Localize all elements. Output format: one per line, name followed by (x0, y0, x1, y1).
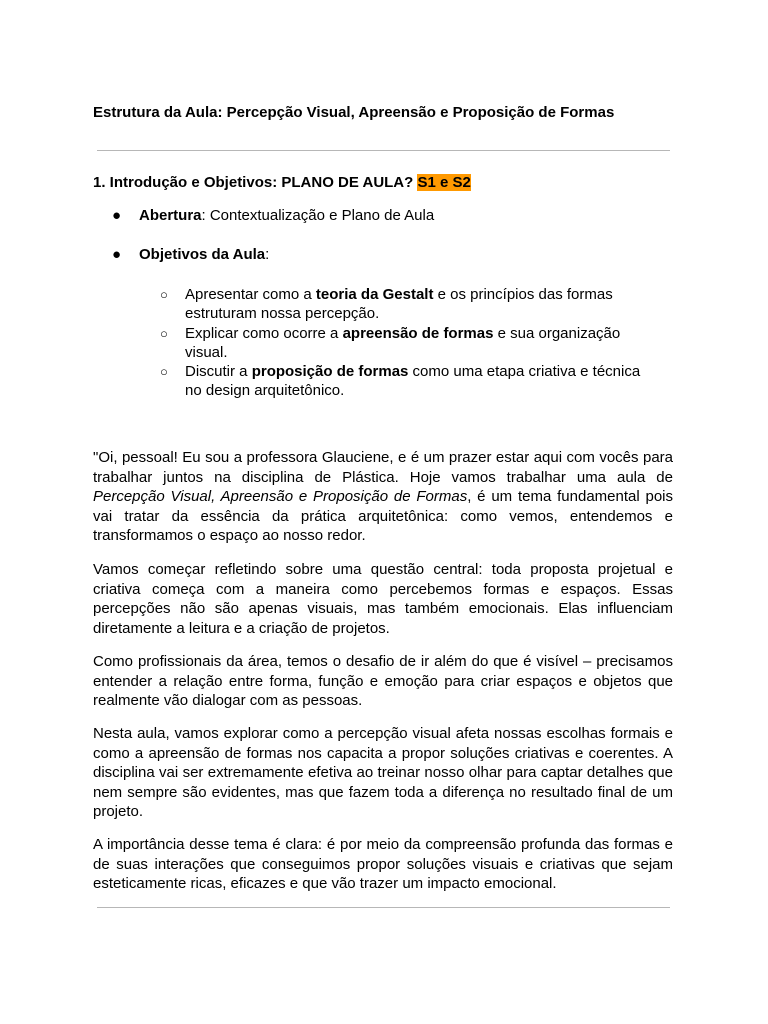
objective-text: Discutir a (185, 363, 252, 380)
objective-item (160, 324, 660, 362)
hollow-circle-bullet-icon: ○ (160, 326, 168, 341)
paragraph-4: Nesta aula, vamos explorar como a percepção visual afeta nossas escolhas formais e como a apreensão de formas nos capacita a propor soluções criativas e coerentes. A disciplina vai ser extremamente efetiva ao treinar nosso olhar para captar detalhes que nem sempre são evidentes, mas que fazem toda a diferença no resultado final de um projeto. (93, 725, 673, 821)
document-title: Estrutura da Aula: Percepção Visual, Apreensão e Proposição de Formas (93, 104, 615, 121)
bullet-dot-icon: ● (112, 246, 122, 263)
objective-text: e sua organização visual. (185, 325, 621, 361)
paragraph-text: "Oi, pessoal! Eu sou a professora Glauciene, e é um prazer estar aqui com vocês para trabalhar juntos na disciplina de Plástica. Hoje vamos trabalhar uma aula de (93, 449, 673, 486)
bullet-abertura (112, 207, 434, 224)
objective-text: e os princípios das formas estruturam nossa percepção. (185, 286, 613, 322)
paragraph-text: , é um tema fundamental pois vai tratar da essência da prática arquitetônica: como vemos, entendemos e transformamos o espaço ao nosso redor. (93, 488, 673, 545)
bullet-objetivos (112, 246, 269, 263)
highlighted-tag: S1 e S2 (417, 174, 471, 191)
bullet-text: : Contextualização e Plano de Aula (201, 207, 435, 224)
hollow-circle-bullet-icon: ○ (160, 364, 168, 379)
paragraph-intro (93, 448, 673, 546)
bullet-label: Objetivos da Aula (139, 246, 266, 263)
objective-item (160, 362, 660, 400)
objective-text: Apresentar como a (185, 286, 316, 303)
horizontal-rule-bottom (97, 907, 670, 908)
bullet-text: : (265, 246, 270, 263)
hollow-circle-bullet-icon: ○ (160, 287, 168, 302)
horizontal-rule-top (97, 150, 670, 151)
objective-item (160, 285, 660, 323)
objective-bold: teoria da Gestalt (315, 286, 434, 303)
paragraph-5: A importância desse tema é clara: é por meio da compreensão profunda das formas e de suas interações que conseguimos propor soluções visuais e criativas que sejam esteticamente ricas, eficazes e que vão trazer um impacto emocional. (93, 836, 673, 893)
bullet-label: Abertura (139, 207, 202, 224)
objective-text: como uma etapa criativa e técnica no design arquitetônico. (185, 363, 641, 399)
paragraph-3: Como profissionais da área, temos o desafio de ir além do que é visível – precisamos entender a relação entre forma, função e emoção para criar espaços e objetos que realmente vão dialogar com as pessoas. (93, 653, 673, 710)
section-heading-text: 1. Introdução e Objetivos: PLANO DE AULA? (93, 174, 414, 191)
bullet-dot-icon: ● (112, 207, 122, 224)
paragraph-2: Vamos começar refletindo sobre uma questão central: toda proposta projetual e criativa começa com a maneira como percebemos formas e espaços. Essas percepções não são apenas visuais, mas também emocionais. Elas influenciam diretamente a leitura e a criação de projetos. (93, 561, 673, 637)
section-heading (93, 174, 471, 191)
objective-text: Explicar como ocorre a (185, 325, 343, 342)
objective-bold: apreensão de formas (342, 325, 494, 342)
objective-bold: proposição de formas (251, 363, 409, 380)
paragraph-italic: Percepção Visual, Apreensão e Proposição de Formas (93, 488, 468, 506)
